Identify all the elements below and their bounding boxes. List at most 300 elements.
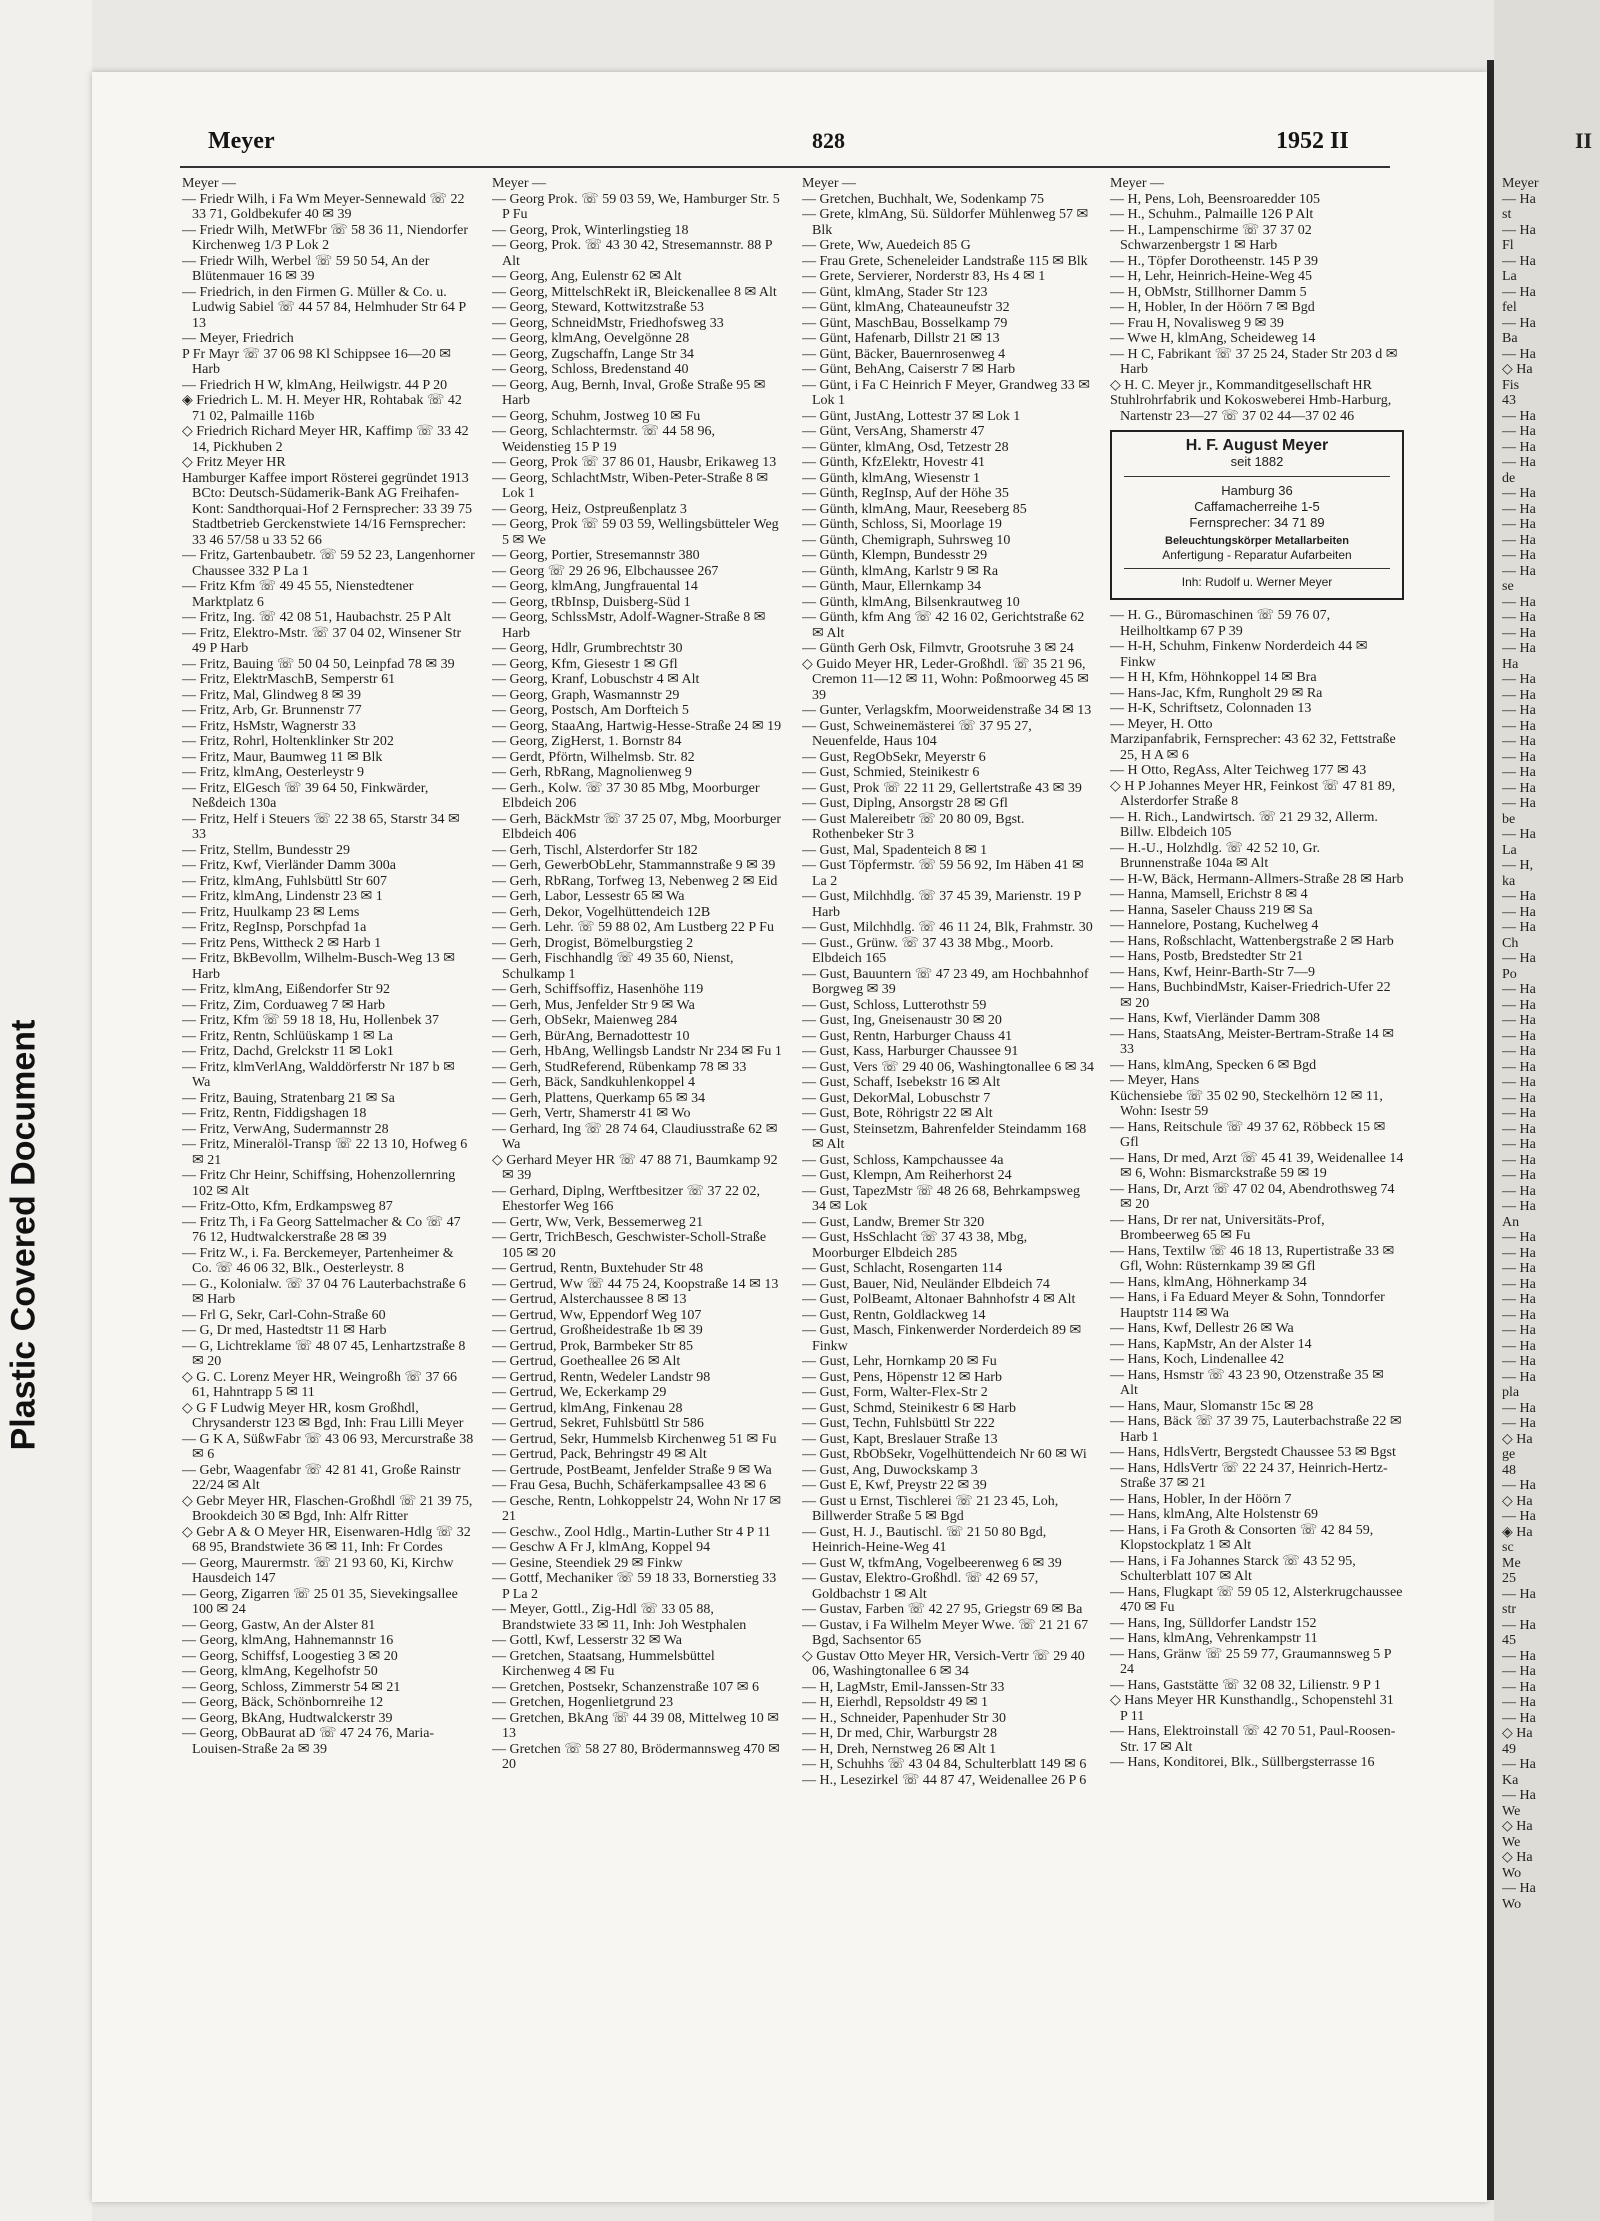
directory-entry: — Georg, Schlachtermstr. ☏ 44 58 96, Weidenstieg 15 P 19: [492, 424, 715, 455]
directory-entry: Fl: [1502, 238, 1514, 253]
directory-entry: — Fritz, klmAng, Oesterleystr 9: [182, 765, 364, 780]
directory-entry: — Georg, Schuhm, Jostweg 10 ✉ Fu: [492, 408, 701, 424]
directory-entry: — Günth, kfm Ang ☏ 42 16 02, Gerichtstraße 62 ✉ Alt: [802, 610, 1085, 641]
directory-entry: — Fritz Th, i Fa Georg Sattelmacher & Co ☏ 47 76 12, Hudtwalckerstraße 28 ✉ 39: [182, 1214, 461, 1245]
directory-entry: ◇ Ha: [1502, 1819, 1533, 1834]
directory-entry: — Gerhard, Diplng, Werftbesitzer ☏ 37 22 02, Ehestorfer Weg 166: [492, 1183, 761, 1214]
book-binding: [1487, 60, 1494, 2200]
directory-entry: — Günth, Chemigraph, Suhrsweg 10: [802, 532, 1011, 548]
directory-entry: ◇ Hans Meyer HR Kunsthandlg., Schopenstehl 31 P 11: [1110, 1693, 1394, 1724]
header-page-number: 828: [812, 128, 845, 153]
directory-entry: — Fritz, Stellm, Bundesstr 29: [182, 842, 350, 858]
directory-entry: — Ha: [1502, 920, 1536, 935]
directory-entry: — H,: [1502, 858, 1534, 873]
directory-entry: — Georg, Hdlr, Grumbrechtstr 30: [492, 641, 683, 656]
directory-entry: — Ha: [1502, 951, 1536, 966]
directory-entry: — Georg, Portier, Stresemannstr 380: [492, 548, 700, 563]
directory-entry: — Gertrud, Ww, Eppendorf Weg 107: [492, 1307, 702, 1323]
directory-entry: — Gust, HsSchlacht ☏ 37 43 38, Mbg, Moorburger Elbdeich 285: [802, 1230, 1028, 1261]
directory-entry: — Gustav, Farben ☏ 42 27 95, Griegstr 69 ✉ Ba: [802, 1602, 1083, 1617]
directory-entry: — Hans, Kwf, Vierländer Damm 308: [1110, 1011, 1321, 1026]
directory-entry: — Ha: [1502, 687, 1536, 703]
directory-entry: — Ha: [1502, 1152, 1536, 1168]
directory-entry: — Gertrud, Goetheallee 26 ✉ Alt: [492, 1354, 681, 1369]
directory-entry: — Gust, Rentn, Goldlackweg 14: [802, 1307, 986, 1323]
directory-entry: — Fritz, Helf i Steuers ☏ 22 38 65, Starstr 34 ✉ 33: [182, 811, 460, 842]
directory-entry: — Fritz, ElektrMaschB, Semperstr 61: [182, 672, 396, 687]
directory-entry: — Hans, klmAng, Specken 6 ✉ Bgd: [1110, 1057, 1317, 1073]
directory-entry: — Georg, Bäck, Schönbornreihe 12: [182, 1695, 384, 1710]
directory-entry: — Georg, ZigHerst, 1. Bornstr 84: [492, 734, 682, 749]
ad-city: Hamburg 36: [1221, 482, 1293, 498]
directory-entry: — Ha: [1502, 1695, 1536, 1710]
directory-entry: — Günth, klmAng, Maur, Reeseberg 85: [802, 501, 1027, 517]
directory-entry: — Hans, i Fa Johannes Starck ☏ 43 52 95, Schulterblatt 107 ✉ Alt: [1110, 1553, 1356, 1584]
directory-entry: — Hans, Hobler, In der Höörn 7: [1110, 1491, 1292, 1507]
directory-entry: — H., Töpfer Dorotheenstr. 145 P 39: [1110, 253, 1319, 269]
directory-entry: — Ha: [1502, 889, 1536, 904]
directory-entry: — Gerh, HbAng, Wellingsb Landstr Nr 234 ✉ Fu 1: [492, 1044, 782, 1059]
directory-entry: We: [1502, 1834, 1521, 1850]
directory-entry: — Fritz, Kfm ☏ 59 18 18, Hu, Hollenbek 37: [182, 1013, 440, 1028]
directory-entry: — Gerh, Labor, Lessestr 65 ✉ Wa: [492, 889, 685, 904]
directory-entry: ◇ Friedrich Richard Meyer HR, Kaffimp ☏ 33 42 14, Pickhuben 2: [182, 424, 469, 455]
directory-entry: — Frau Gesa, Buchh, Schäferkampsallee 43 ✉ 6: [492, 1478, 767, 1493]
directory-entry: — Fritz, klmVerlAng, Walddörferstr Nr 187 b ✉ Wa: [182, 1059, 455, 1090]
directory-entry: — Ha: [1502, 1586, 1536, 1602]
directory-entry: — Ha: [1502, 982, 1536, 997]
directory-entry: — Gerh, RbRang, Magnolienweg 9: [492, 765, 692, 780]
directory-entry: — Ha: [1502, 315, 1536, 331]
directory-entry: ◈ Friedrich L. M. H. Meyer HR, Rohtabak ☏ 42 71 02, Palmaille 116b: [182, 393, 462, 424]
directory-entry: — Georg, SchlssMstr, Adolf-Wagner-Straße 8 ✉ Harb: [492, 610, 766, 641]
directory-entry: Wo: [1502, 1865, 1522, 1881]
directory-entry: — H. Rich., Landwirtsch. ☏ 21 29 32, Allerm. Billw. Elbdeich 105: [1110, 809, 1378, 840]
directory-entry: ◇ Gebr A & O Meyer HR, Eisenwaren-Hdlg ☏ 32 68 95, Brandstwiete 36 ✉ 11, Inh: Fr Cordes: [182, 1524, 471, 1555]
directory-entry: — Georg ☏ 29 26 96, Elbchaussee 267: [492, 563, 719, 579]
directory-entry: — Gerh, BäckMstr ☏ 37 25 07, Mbg, Moorburger Elbdeich 406: [492, 811, 782, 842]
directory-entry: ◇ Ha: [1502, 362, 1533, 377]
directory-entry: sc: [1502, 1540, 1514, 1555]
directory-entry: — Hans, HdlsVertr ☏ 22 24 37, Heinrich-Hertz-Straße 37 ✉ 21: [1110, 1460, 1388, 1491]
directory-entry: — Ha: [1502, 424, 1536, 439]
directory-entry: — Gebr, Waagenfabr ☏ 42 81 41, Große Rainstr 22/24 ✉ Alt: [182, 1462, 461, 1493]
directory-entry: — Hans, HdlsVertr, Bergstedt Chaussee 53 ✉ Bgst: [1110, 1445, 1396, 1460]
directory-entry: — Georg, Aug, Bernh, Inval, Große Straße 95 ✉ Harb: [492, 377, 766, 408]
directory-entry: — Günth, klmAng, Karlstr 9 ✉ Ra: [802, 563, 999, 579]
directory-entry: — Ha: [1502, 1757, 1536, 1772]
directory-entry: — Georg, Prok ☏ 59 03 59, Wellingsbütteler Weg 5 ✉ We: [492, 517, 779, 548]
directory-entry: ◇ Ha: [1502, 1850, 1533, 1865]
directory-entry: — H C, Fabrikant ☏ 37 25 24, Stader Str 203 d ✉ Harb: [1110, 346, 1398, 377]
directory-entry: — Günt, JustAng, Lottestr 37 ✉ Lok 1: [802, 408, 1021, 424]
directory-entry: — Hans, i Fa Eduard Meyer & Sohn, Tonndorfer Hauptstr 114 ✉ Wa: [1110, 1290, 1385, 1321]
advertisement-box: [1110, 430, 1404, 600]
directory-entry: — Ha: [1502, 532, 1536, 548]
directory-entry: ge: [1502, 1447, 1516, 1462]
directory-entry: — Gust, Bote, Röhrigstr 22 ✉ Alt: [802, 1106, 993, 1121]
directory-entry: — Ha: [1502, 1013, 1536, 1028]
directory-entry: — Frau H, Novalisweg 9 ✉ 39: [1110, 315, 1284, 331]
directory-entry: ◇ Ha: [1502, 1493, 1533, 1509]
directory-entry: — Friedr Wilh, Werbel ☏ 59 50 54, An der Blütenmauer 16 ✉ 39: [182, 253, 430, 284]
directory-entry: — Meyer, Hans: [1110, 1073, 1200, 1088]
directory-entry: — Hans, Bäck ☏ 37 39 75, Lauterbachstraße 22 ✉ Harb 1: [1110, 1414, 1402, 1445]
directory-entry: — Günth, RegInsp, Auf der Höhe 35: [802, 486, 1009, 501]
directory-entry: — Gerh, StudReferend, Rübenkamp 78 ✉ 33: [492, 1059, 747, 1075]
directory-entry: — Ha: [1502, 1679, 1536, 1695]
directory-entry: — Fritz, klmAng, Fuhlsbüttl Str 607: [182, 873, 387, 889]
directory-entry: — Fritz, BkBevollm, Wilhelm-Busch-Weg 13 ✉ Harb: [182, 951, 456, 982]
directory-entry: — Gust, Ing, Gneisenaustr 30 ✉ 20: [802, 1013, 1002, 1028]
directory-entry: — Georg, klmAng, Kegelhofstr 50: [182, 1664, 378, 1679]
directory-entry: — Gust, Landw, Bremer Str 320: [802, 1214, 985, 1230]
directory-entry: — H-W, Bäck, Hermann-Allmers-Straße 28 ✉ Harb: [1110, 871, 1404, 887]
next-page-column: [1502, 176, 1600, 2186]
directory-entry: — Fritz, Zim, Corduaweg 7 ✉ Harb: [182, 997, 386, 1013]
directory-entry: — Georg, Steward, Kottwitzstraße 53: [492, 300, 705, 315]
directory-entry: — Ha: [1502, 501, 1536, 517]
directory-entry: — Gretchen, BkAng ☏ 44 39 08, Mittelweg 10 ✉ 13: [492, 1710, 780, 1741]
directory-entry: — Ha: [1502, 346, 1536, 362]
directory-entry: — Hans, Roßschlacht, Wattenbergstraße 2 ✉ Harb: [1110, 933, 1394, 949]
directory-entry: Meyer —: [492, 176, 547, 191]
directory-entry: — G K A, SüßwFabr ☏ 43 06 93, Mercurstraße 38 ✉ 6: [182, 1431, 474, 1462]
directory-entry: — Gretchen ☏ 58 27 80, Brödermannsweg 470 ✉ 20: [492, 1741, 780, 1772]
directory-entry: — Gust, Schlacht, Rosengarten 114: [802, 1261, 1003, 1276]
directory-entry: — Georg, klmAng, Oevelgönne 28: [492, 331, 690, 346]
directory-entry: Stuhlrohrfabrik und Kokosweberei Hmb-Harburg, Nartenstr 23—27 ☏ 37 02 44—37 02 46: [1110, 393, 1392, 424]
directory-entry: ◇ Gebr Meyer HR, Flaschen-Großhdl ☏ 21 39 75, Brookdeich 30 ✉ Bgd, Inh: Alfr Ritter: [182, 1493, 473, 1524]
directory-entry: — Gertrud, Ww ☏ 44 75 24, Koopstraße 14 ✉ 13: [492, 1276, 779, 1292]
directory-entry: — Ha: [1502, 749, 1536, 765]
directory-entry: — Ha: [1502, 408, 1536, 424]
directory-entry: — Georg, Schiffsf, Loogestieg 3 ✉ 20: [182, 1648, 398, 1664]
directory-entry: — Hans-Jac, Kfm, Rungholt 29 ✉ Ra: [1110, 685, 1323, 701]
directory-entry: ◇ Ha: [1502, 1431, 1533, 1447]
directory-entry: ◇ Fritz Meyer HR: [182, 455, 286, 470]
directory-entry: — Ha: [1502, 1183, 1536, 1199]
directory-entry: — Ha: [1502, 594, 1536, 610]
directory-entry: — Hanna, Mamsell, Erichstr 8 ✉ 4: [1110, 887, 1308, 902]
directory-entry: — H-K, Schriftsetz, Colonnaden 13: [1110, 701, 1312, 716]
directory-entry: — Ha: [1502, 1400, 1536, 1416]
directory-entry: — Hans, i Fa Groth & Consorten ☏ 42 84 59, Klopstockplatz 1 ✉ Alt: [1110, 1522, 1374, 1553]
directory-entry: — Frl G, Sekr, Carl-Cohn-Straße 60: [182, 1307, 386, 1323]
directory-entry: — Gust, Lehr, Hornkamp 20 ✉ Fu: [802, 1354, 997, 1369]
directory-entry: — Ha: [1502, 718, 1536, 734]
directory-entry: — Gerh, Fischhandlg ☏ 49 35 60, Nienst, Schulkamp 1: [492, 951, 734, 982]
directory-entry: — Ha: [1502, 610, 1536, 625]
directory-entry: — Gerhard, Ing ☏ 28 74 64, Claudiusstraße 62 ✉ Wa: [492, 1121, 778, 1152]
ad-since: seit 1882: [1230, 453, 1284, 469]
directory-entry: — Gustav, i Fa Wilhelm Meyer Wwe. ☏ 21 21 67 Bgd, Sachsentor 65: [802, 1617, 1089, 1648]
directory-entry: — H, Eierhdl, Repsoldstr 49 ✉ 1: [802, 1695, 988, 1710]
directory-entry: — Ha: [1502, 1168, 1536, 1183]
directory-entry: — Georg, SchlachtMstr, Wiben-Peter-Straße 8 ✉ Lok 1: [492, 470, 769, 501]
directory-entry: — Georg, BkAng, Hudtwalckerstr 39: [182, 1710, 393, 1726]
directory-entry: ◇ Ha: [1502, 1726, 1533, 1741]
directory-entry: — Georg, Prok. ☏ 43 30 42, Stresemannstr. 88 P Alt: [492, 238, 772, 269]
directory-entry: — Gust, Techn, Fuhlsbüttl Str 222: [802, 1416, 995, 1431]
directory-entry: Meyer —: [802, 176, 857, 191]
directory-entry: — Fritz, HsMstr, Wagnerstr 33: [182, 718, 356, 734]
directory-entry: — Ha: [1502, 1788, 1536, 1803]
directory-entry: — Gerh, GewerbObLehr, Stammannstraße 9 ✉ 39: [492, 858, 776, 873]
directory-entry: — Gust u Ernst, Tischlerei ☏ 21 23 45, Loh, Billwerder Straße 5 ✉ Bgd: [802, 1493, 1059, 1524]
directory-entry: Meyer: [1502, 176, 1539, 191]
directory-entry: st: [1502, 207, 1512, 222]
directory-entry: — Gust Töpfermstr. ☏ 59 56 92, Im Häben 41 ✉ La 2: [802, 858, 1084, 889]
directory-entry: — G, Lichtreklame ☏ 48 07 45, Lenhartzstraße 8 ✉ 20: [182, 1338, 466, 1369]
directory-entry: — H, Schuhhs ☏ 43 04 84, Schulterblatt 149 ✉ 6: [802, 1757, 1087, 1772]
directory-entry: — G, Dr med, Hastedtstr 11 ✉ Harb: [182, 1323, 387, 1338]
directory-entry: — Georg, Zigarren ☏ 25 01 35, Sievekingsallee 100 ✉ 24: [182, 1586, 458, 1617]
directory-entry: — Ha: [1502, 1044, 1536, 1059]
directory-entry: — Grete, klmAng, Sü. Süldorfer Mühlenweg 57 ✉ Blk: [802, 207, 1089, 238]
directory-entry: ◇ Guido Meyer HR, Leder-Großhdl. ☏ 35 21 96, Cremon 11—12 ✉ 11, Wohn: Poßmoorweg 45 ✉ 39: [802, 656, 1089, 703]
directory-entry: — Gerh, ObSekr, Maienweg 284: [492, 1013, 678, 1028]
directory-entry: be: [1502, 811, 1516, 827]
directory-entry: — Gerh., Kolw. ☏ 37 30 85 Mbg, Moorburger Elbdeich 206: [492, 780, 760, 811]
directory-entry: 25: [1502, 1571, 1516, 1586]
directory-entry: — Gretchen, Hogenlietgrund 23: [492, 1695, 674, 1710]
directory-entry: — Fritz, Mal, Glindweg 8 ✉ 39: [182, 687, 361, 703]
directory-entry: — Fritz Pens, Wittheck 2 ✉ Harb 1: [182, 935, 382, 951]
directory-entry: — Gust, Schmied, Steinikestr 6: [802, 765, 980, 780]
directory-entry: — Ha: [1502, 780, 1536, 796]
directory-entry: — Fritz, Bauing, Stratenbarg 21 ✉ Sa: [182, 1090, 395, 1106]
directory-entry: — Georg, MittelschRekt iR, Bleickenallee 8 ✉ Alt: [492, 284, 777, 300]
directory-entry: — Hannelore, Postang, Kuchelweg 4: [1110, 918, 1319, 933]
directory-entry: — Georg, Postsch, Am Dorfteich 5: [492, 703, 689, 718]
directory-entry: — Georg, Graph, Wasmannstr 29: [492, 687, 680, 703]
directory-entry: — Ha: [1502, 253, 1536, 269]
directory-entry: Hamburger Kaffee import Rösterei gegründet 1913 BCto: Deutsch-Südamerik-Bank AG Freihafen-Kont: Sandthorquai-Hof 2 Fernsprecher: 33 39 75 Stadtbetrieb Gerckenstwiete 14/16 Fernsprecher: 33 46 57/58 u 33 52 66: [182, 470, 472, 548]
directory-entry: — Ha: [1502, 1881, 1536, 1896]
directory-entry: — Fritz, Huulkamp 23 ✉ Lems: [182, 904, 360, 920]
directory-entry: — Georg, klmAng, Hahnemannstr 16: [182, 1633, 394, 1648]
directory-entry: — Günt, MaschBau, Bosselkamp 79: [802, 315, 1008, 331]
directory-entry: — Gretchen, Buchhalt, We, Sodenkamp 75: [802, 191, 1045, 207]
directory-entry: — Hans, KapMstr, An der Alster 14: [1110, 1336, 1312, 1352]
directory-entry: — Gust, Kapt, Breslauer Straße 13: [802, 1431, 998, 1447]
directory-entry: — Ha: [1502, 486, 1536, 501]
directory-entry: — Ha: [1502, 1137, 1536, 1152]
directory-entry: — Gerh, RbRang, Torfweg 13, Nebenweg 2 ✉ Eid: [492, 873, 778, 889]
directory-entry: — Hans, Dr, Arzt ☏ 47 02 04, Abendrothsweg 74 ✉ 20: [1110, 1181, 1395, 1212]
directory-entry: — Fritz, Maur, Baumweg 11 ✉ Blk: [182, 749, 383, 765]
directory-entry: — Gust, Form, Walter-Flex-Str 2: [802, 1385, 988, 1400]
directory-entry: — Meyer, Friedrich: [182, 331, 294, 346]
directory-entry: — Fritz, VerwAng, Sudermannstr 28: [182, 1121, 389, 1137]
directory-entry: — Georg, Ang, Eulenstr 62 ✉ Alt: [492, 269, 682, 284]
directory-entry: — Hans, Elektroinstall ☏ 42 70 51, Paul-Roosen-Str. 17 ✉ Alt: [1110, 1724, 1396, 1755]
directory-entry: — Ha: [1502, 1416, 1536, 1431]
directory-entry: — Ha: [1502, 904, 1536, 920]
directory-entry: — Friedr Wilh, MetWFbr ☏ 58 36 11, Niendorfer Kirchenweg 1/3 P Lok 2: [182, 222, 469, 253]
directory-entry: — H, Hobler, In der Höörn 7 ✉ Bgd: [1110, 300, 1315, 315]
directory-entry: — Fritz, klmAng, Eißendorfer Str 92: [182, 982, 391, 997]
directory-entry: — Gesine, Steendiek 29 ✉ Finkw: [492, 1555, 683, 1571]
directory-entry: — Hans, Ing, Sülldorfer Landstr 152: [1110, 1615, 1317, 1631]
directory-entry: — Gust, Prok ☏ 22 11 29, Gellertstraße 43 ✉ 39: [802, 780, 1082, 796]
directory-entry: — H, Pens, Loh, Beensroaredder 105: [1110, 191, 1320, 207]
ad-owner: Inh: Rudolf u. Werner Meyer: [1181, 574, 1333, 589]
directory-entry: — H Otto, RegAss, Alter Teichweg 177 ✉ 43: [1110, 763, 1367, 778]
ad-company-name: H. F. August Meyer: [1185, 437, 1329, 454]
directory-entry: — Ha: [1502, 548, 1536, 563]
directory-entry: — Günth, klmAng, Wiesenstr 1: [802, 470, 981, 486]
directory-entry: — Gertrud, Sekr, Hummelsb Kirchenweg 51 ✉ Fu: [492, 1431, 777, 1447]
directory-entry: — Gottl, Kwf, Lesserstr 32 ✉ Wa: [492, 1633, 682, 1648]
directory-entry: pla: [1502, 1385, 1520, 1400]
directory-entry: — Ha: [1502, 1230, 1536, 1245]
directory-entry: — Hans, klmAng, Vehrenkampstr 11: [1110, 1631, 1318, 1646]
directory-entry: — Ha: [1502, 1307, 1536, 1323]
directory-entry: — Ha: [1502, 765, 1536, 780]
directory-entry: Me: [1502, 1555, 1521, 1571]
directory-entry: — Gust, Schweinemästerei ☏ 37 95 27, Neuenfelde, Haus 104: [802, 718, 1032, 749]
directory-entry: — Ha: [1502, 625, 1536, 641]
directory-entry: — Gerh. Lehr. ☏ 59 88 02, Am Lustberg 22 P Fu: [492, 920, 774, 935]
directory-entry: — Gerh, Drogist, Bömelburgstieg 2: [492, 935, 694, 951]
directory-entry: — Günth, Klempn, Bundesstr 29: [802, 548, 988, 563]
directory-entry: ◇ G F Ludwig Meyer HR, kosm Großhdl, Chrysanderstr 123 ✉ Bgd, Inh: Frau Lilli Meyer: [182, 1400, 464, 1431]
directory-entry: — Gerh, Mus, Jenfelder Str 9 ✉ Wa: [492, 997, 695, 1013]
directory-entry: — Georg, Zugschaffn, Lange Str 34: [492, 346, 695, 362]
directory-entry: — H, Dr med, Chir, Warburgstr 28: [802, 1726, 997, 1741]
directory-entry: — Günth, klmAng, Bilsenkrautweg 10: [802, 594, 1020, 610]
directory-entry: — Georg, Kranf, Lobuschstr 4 ✉ Alt: [492, 672, 700, 687]
directory-entry: 45: [1502, 1633, 1516, 1648]
directory-entry: — Gerh, BürAng, Bernadottestr 10: [492, 1028, 690, 1044]
directory-entry: — Ha: [1502, 1090, 1536, 1106]
directory-entry: — Ha: [1502, 517, 1536, 532]
directory-entry: fel: [1502, 300, 1517, 315]
directory-entry: — Ha: [1502, 827, 1536, 842]
directory-entry: — Ha: [1502, 734, 1536, 749]
directory-entry: — Günth Gerh Osk, Filmvtr, Grootsruhe 3 ✉ 24: [802, 641, 1074, 656]
directory-entry: — Ha: [1502, 1199, 1536, 1214]
directory-entry: — Meyer, H. Otto: [1110, 716, 1213, 732]
directory-entry: — Ha: [1502, 1323, 1536, 1338]
directory-entry: — Gust, DekorMal, Lobuschstr 7: [802, 1090, 991, 1106]
directory-entry: — Günt, klmAng, Chateauneufstr 32: [802, 300, 1010, 315]
directory-entry: — Hans, Textilw ☏ 46 18 13, Rupertistraße 33 ✉ Gfl, Wohn: Rüsternkamp 39 ✉ Gfl: [1110, 1243, 1395, 1274]
directory-entry: — Gust, Diplng, Ansorgstr 28 ✉ Gfl: [802, 796, 1008, 811]
directory-entry: Ch: [1502, 935, 1519, 951]
directory-entry: — Hanna, Saseler Chauss 219 ✉ Sa: [1110, 902, 1313, 918]
directory-entry: — Gerh, Vertr, Shamerstr 41 ✉ Wo: [492, 1106, 691, 1121]
directory-entry: — H.-U., Holzhdlg. ☏ 42 52 10, Gr. Brunnenstraße 104a ✉ Alt: [1110, 840, 1320, 871]
ad-service: Anfertigung - Reparatur Aufarbeiten: [1162, 547, 1352, 562]
directory-entry: — Hans, Postb, Bredstedter Str 21: [1110, 949, 1304, 964]
directory-entry: Meyer —: [1110, 176, 1165, 191]
ad-street: Caffamacherreihe 1-5: [1194, 498, 1320, 514]
directory-entry: — Gertrud, Rentn, Buxtehuder Str 48: [492, 1261, 704, 1276]
directory-entry: — Fritz Kfm ☏ 49 45 55, Nienstedtener Marktplatz 6: [182, 579, 414, 610]
directory-entry: — Fritz, Arb, Gr. Brunnenstr 77: [182, 703, 362, 718]
directory-entry: — Gustav, Elektro-Großhdl. ☏ 42 69 57, Goldbachstr 1 ✉ Alt: [802, 1571, 1039, 1602]
directory-entry: — Friedrich, in den Firmen G. Müller & Co. u. Ludwig Sabiel ☏ 44 57 84, Helmhuder Str 64 P 13: [182, 284, 466, 331]
directory-entry: — Ha: [1502, 1710, 1536, 1726]
directory-entry: Ba: [1502, 331, 1518, 346]
directory-entry: de: [1502, 470, 1516, 486]
directory-entry: — Hans, BuchbindMstr, Kaiser-Friedrich-Ufer 22 ✉ 20: [1110, 980, 1391, 1011]
directory-entry: ◇ H. C. Meyer jr., Kommanditgesellschaft HR: [1110, 377, 1372, 393]
directory-entry: Wo: [1502, 1896, 1522, 1912]
directory-entry: — Gust, RbObSekr, Vogelhüttendeich Nr 60 ✉ Wi: [802, 1447, 1087, 1462]
directory-entry: — Georg, Prok ☏ 37 86 01, Hausbr, Erikaweg 13: [492, 455, 777, 470]
directory-entry: — H H, Kfm, Höhnkoppel 14 ✉ Bra: [1110, 670, 1317, 685]
directory-entry: — Ha: [1502, 1028, 1536, 1044]
directory-entry: — Gerh, Plattens, Querkamp 65 ✉ 34: [492, 1090, 706, 1106]
directory-entry: — Gertrud, Sekret, Fuhlsbüttl Str 586: [492, 1416, 704, 1431]
directory-entry: — Georg, Gastw, An der Alster 81: [182, 1617, 376, 1633]
ad-phone: Fernsprecher: 34 71 89: [1189, 514, 1325, 530]
directory-entry: — Ha: [1502, 1121, 1536, 1137]
directory-entry: — Georg, Heiz, Ostpreußenplatz 3: [492, 501, 687, 517]
directory-entry: Meyer —: [182, 176, 237, 191]
directory-entry: — Georg, Maurermstr. ☏ 21 93 60, Ki, Kirchw Hausdeich 147: [182, 1555, 454, 1586]
directory-entry: La: [1502, 269, 1517, 284]
directory-entry: — Hans, Kwf, Dellestr 26 ✉ Wa: [1110, 1321, 1294, 1336]
directory-entry: — Georg Prok. ☏ 59 03 59, We, Hamburger Str. 5 P Fu: [492, 191, 780, 222]
directory-entry: — Hans, Gränw ☏ 25 59 77, Graumannsweg 5 P 24: [1110, 1646, 1392, 1677]
directory-entry: — Georg, Prok, Winterlingstieg 18: [492, 222, 689, 238]
directory-entry: — Gerh, Dekor, Vogelhüttendeich 12B: [492, 904, 711, 920]
directory-column-3: [802, 176, 1096, 2186]
directory-entry: — H., Schneider, Papenhuder Str 30: [802, 1710, 1006, 1726]
header-rule: [180, 166, 1390, 168]
header-year: 1952 II: [1276, 128, 1349, 154]
directory-entry: — Hans, Hsmstr ☏ 43 23 90, Otzenstraße 35 ✉ Alt: [1110, 1367, 1384, 1398]
directory-column-1: [182, 176, 476, 2186]
directory-entry: — Gretchen, Postsekr, Schanzenstraße 107 ✉ 6: [492, 1679, 759, 1695]
directory-entry: — H, ObMstr, Stillhorner Damm 5: [1110, 284, 1307, 300]
directory-entry: ◇ G. C. Lorenz Meyer HR, Weingroßh ☏ 37 66 61, Hahntrapp 5 ✉ 11: [182, 1369, 457, 1400]
directory-entry: — Gust E, Kwf, Preystr 22 ✉ 39: [802, 1478, 987, 1493]
directory-entry: — Hans, klmAng, Alte Holstenstr 69: [1110, 1507, 1319, 1522]
directory-entry: 43: [1502, 393, 1516, 408]
directory-entry: — Ha: [1502, 1648, 1536, 1664]
directory-entry: ◇ Gustav Otto Meyer HR, Versich-Vertr ☏ 29 40 06, Washingtonallee 6 ✉ 34: [802, 1648, 1085, 1679]
directory-entry: — Georg, klmAng, Jungfrauental 14: [492, 579, 698, 594]
directory-entry: — Ha: [1502, 1509, 1536, 1524]
directory-entry: — Fritz, ElGesch ☏ 39 64 50, Finkwärder, Neßdeich 130a: [182, 780, 429, 811]
directory-entry: — Fritz, Kwf, Vierländer Damm 300a: [182, 858, 396, 873]
directory-entry: ka: [1502, 873, 1516, 889]
directory-entry: — Ha: [1502, 1292, 1536, 1307]
directory-entry: — Wwe H, klmAng, Scheideweg 14: [1110, 331, 1316, 346]
directory-entry: — Gertrud, Pack, Behringstr 49 ✉ Alt: [492, 1447, 707, 1462]
directory-entry: — Günth, KfzElektr, Hovestr 41: [802, 455, 985, 470]
directory-entry: — H, Lehr, Heinrich-Heine-Weg 45: [1110, 269, 1313, 284]
directory-entry: — Ha: [1502, 563, 1536, 579]
directory-entry: — Gerh, Bäck, Sandkuhlenkoppel 4: [492, 1075, 695, 1090]
directory-entry: Fis: [1502, 377, 1520, 393]
directory-entry: — Gust, Bauuntern ☏ 47 23 49, am Hochbahnhof Borgweg ✉ 39: [802, 966, 1089, 997]
directory-entry: — Ha: [1502, 1369, 1536, 1385]
directory-entry: — Ha: [1502, 1617, 1536, 1633]
directory-entry: — Hans, StaatsAng, Meister-Bertram-Straße 14 ✉ 33: [1110, 1026, 1394, 1057]
directory-entry: — Gust, Vers ☏ 29 40 06, Washingtonallee 6 ✉ 34: [802, 1059, 1095, 1075]
directory-entry: — Gust, Kass, Harburger Chaussee 91: [802, 1044, 1019, 1059]
directory-entry: — Gerh, Tischl, Alsterdorfer Str 182: [492, 842, 698, 858]
directory-entry: — Fritz, Dachd, Grelckstr 11 ✉ Lok1: [182, 1044, 394, 1059]
directory-entry: — Ha: [1502, 222, 1536, 238]
